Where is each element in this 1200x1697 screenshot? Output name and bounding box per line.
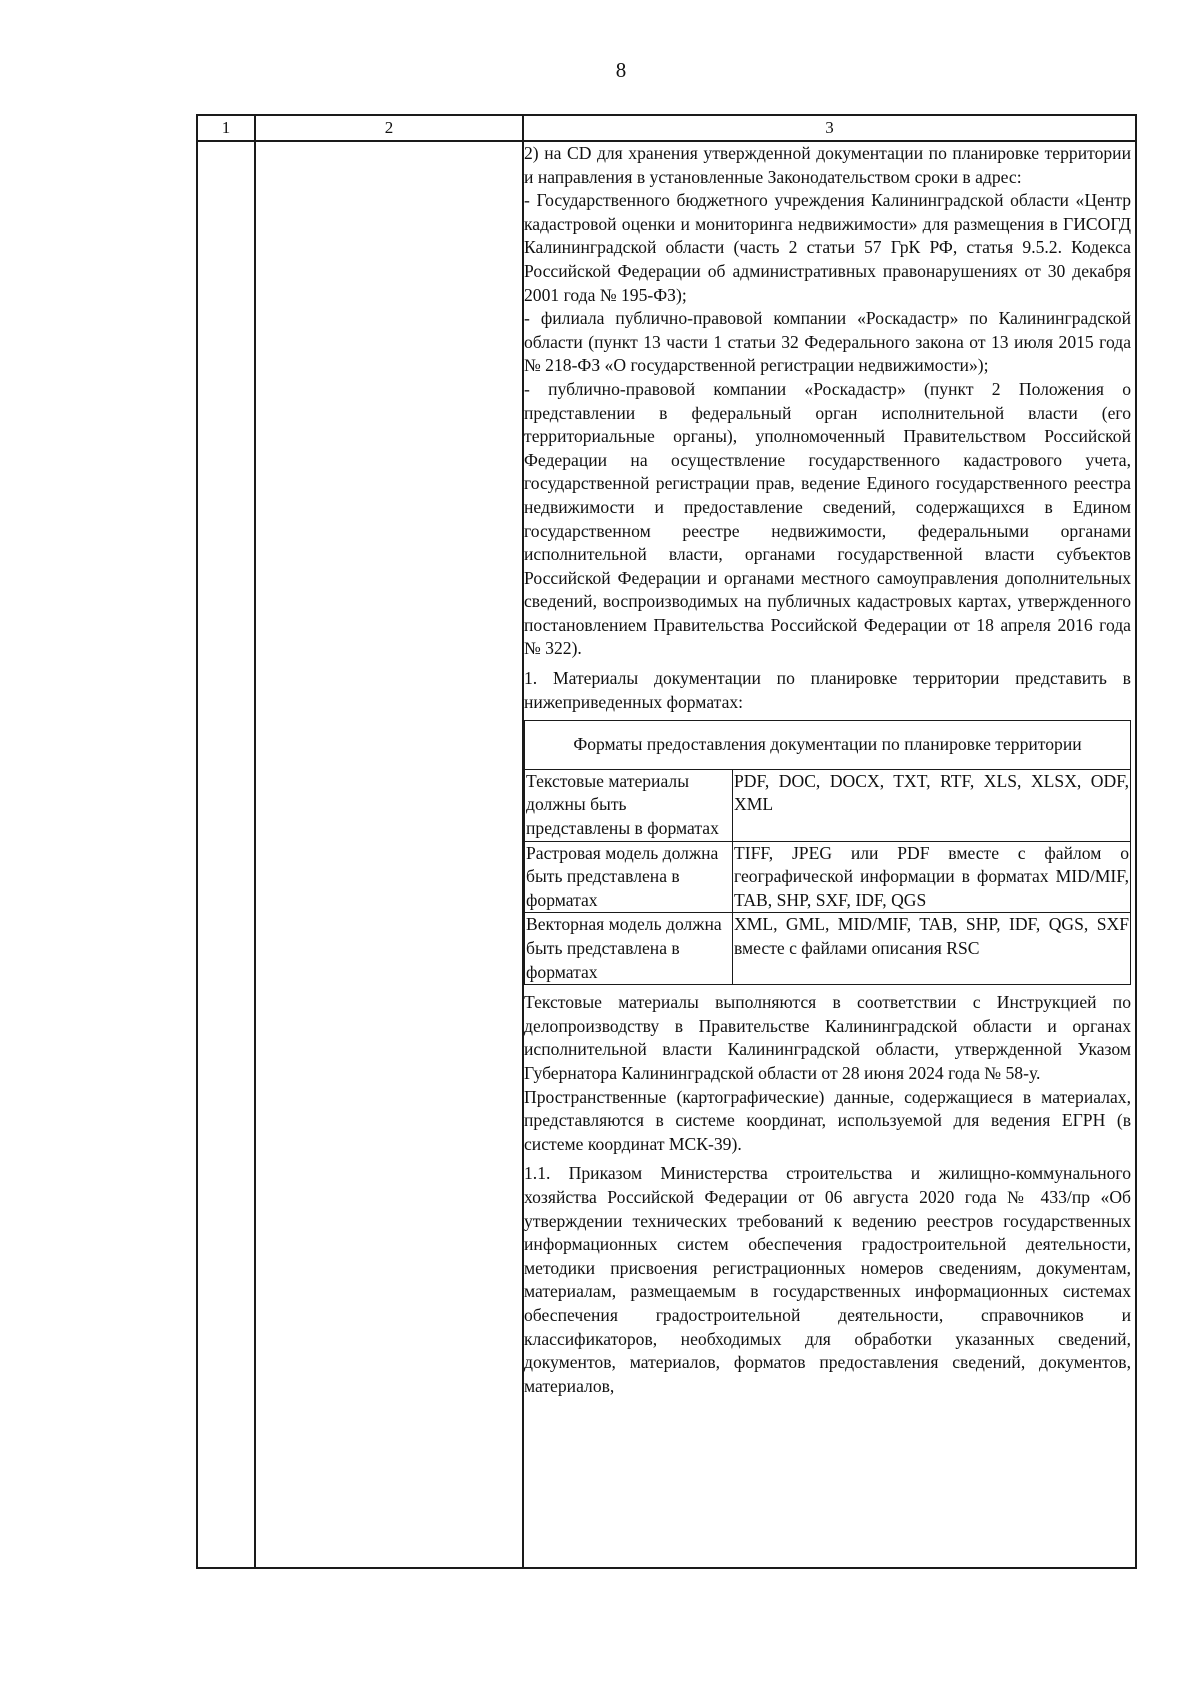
formats-table-title: Форматы предоставления документации по планировке территории <box>525 721 1131 770</box>
table-row <box>525 913 1131 985</box>
formats-table <box>524 720 1131 985</box>
paragraph-text-materials: Текстовые материалы выполняются в соответствии с Инструкцией по делопроизводству в Правительстве Калининградской области и органах исполнительной власти Калининградской области, утвержденной Указом Губернатора Калининградской области от 28 июня 2024 года № 58-у. <box>524 992 1131 1083</box>
paragraph-roskadastr-branch: - филиала публично-правовой компании «Роскадастр» по Калининградской области (пункт 13 части 1 статьи 32 Федерального закона от 13 июля 2015 года № 218-ФЗ «О государственной регистрации недвижимости»); <box>524 308 1131 376</box>
header-cell-1: 1 <box>221 118 231 137</box>
table-row <box>525 841 1131 913</box>
paragraph-roskadastr: - публично-правовой компании «Роскадастр» (пункт 2 Положения о представлении в федеральный орган исполнительной власти (его территориальные органы), уполномоченный Правительством Российской Федерации на осуществление государственного кадастрового учета, государственной регистрации прав, ведение Единого государственного реестра недвижимости и предоставление сведений, содержащихся в Едином государственном реестре недвижимости, федеральными органами исполнительной власти, органами государственной власти субъектов Российской Федерации и органами местного самоуправления дополнительных сведений, воспроизводимых на публичных кадастровых картах, утвержденного постановлением Правительства Российской Федерации от 18 апреля 2016 года № 322). <box>524 378 1131 659</box>
paragraph-storage-cd: 2) на CD для хранения утвержденной документации по планировке территории и направления в установленные Законодательством сроки в адрес: <box>524 143 1131 187</box>
format-value-vector: XML, GML, MID/MIF, TAB, SHP, IDF, QGS, SXF вместе с файлами описания RSC <box>733 913 1131 985</box>
column-divider-1 <box>254 116 256 1567</box>
column-3-content <box>524 142 1131 1398</box>
paragraph-spatial-data: Пространственные (картографические) данные, содержащиеся в материалах, представляются в системе координат, используемой для ведения ЕГРН (в системе координат МСК-39). <box>524 1086 1131 1154</box>
format-label-text: Текстовые материалы должны быть представлены в форматах <box>525 769 733 841</box>
paragraph-gbu-kaliningrad: - Государственного бюджетного учреждения Калининградской области «Центр кадастровой оценки и мониторинга недвижимости» для размещения в ГИСОГД Калининградской области (часть 2 статьи 57 ГрК РФ, статья 9.5.2. Кодекса Российской Федерации об административных правонарушениях от 30 декабря 2001 года № 195-ФЗ); <box>524 190 1131 305</box>
header-cell-2: 2 <box>384 118 394 137</box>
main-table <box>196 114 1137 1569</box>
table-row <box>525 769 1131 841</box>
format-label-raster: Растровая модель должна быть представлена в форматах <box>525 841 733 913</box>
format-value-text: PDF, DOC, DOCX, TXT, RTF, XLS, XLSX, ODF, XML <box>733 769 1131 841</box>
page-number: 8 <box>615 58 627 82</box>
format-value-raster: TIFF, JPEG или PDF вместе с файлом о географической информации в форматах MID/MIF, TAB, SHP, SXF, IDF, QGS <box>733 841 1131 913</box>
paragraph-formats-intro: 1. Материалы документации по планировке территории представить в нижеприведенных форматах: <box>524 668 1131 712</box>
format-label-vector: Векторная модель должна быть представлена в форматах <box>525 913 733 985</box>
table-header-row <box>198 116 1135 142</box>
header-cell-3: 3 <box>825 118 834 137</box>
paragraph-minstroy-order: 1.1. Приказом Министерства строительства и жилищно-коммунального хозяйства Российской Федерации от 06 августа 2020 года № 433/пр «Об утверждении технических требований к ведению реестров государственных информационных систем обеспечения градостроительной деятельности, методики присвоения регистрационных номеров сведениям, документам, материалам, размещаемым в государственных информационных системах обеспечения градостроительной деятельности, справочников и классификаторов, необходимых для обработки указанных сведений, документов, материалов, форматов предоставления сведений, документов, материалов, <box>524 1163 1131 1396</box>
